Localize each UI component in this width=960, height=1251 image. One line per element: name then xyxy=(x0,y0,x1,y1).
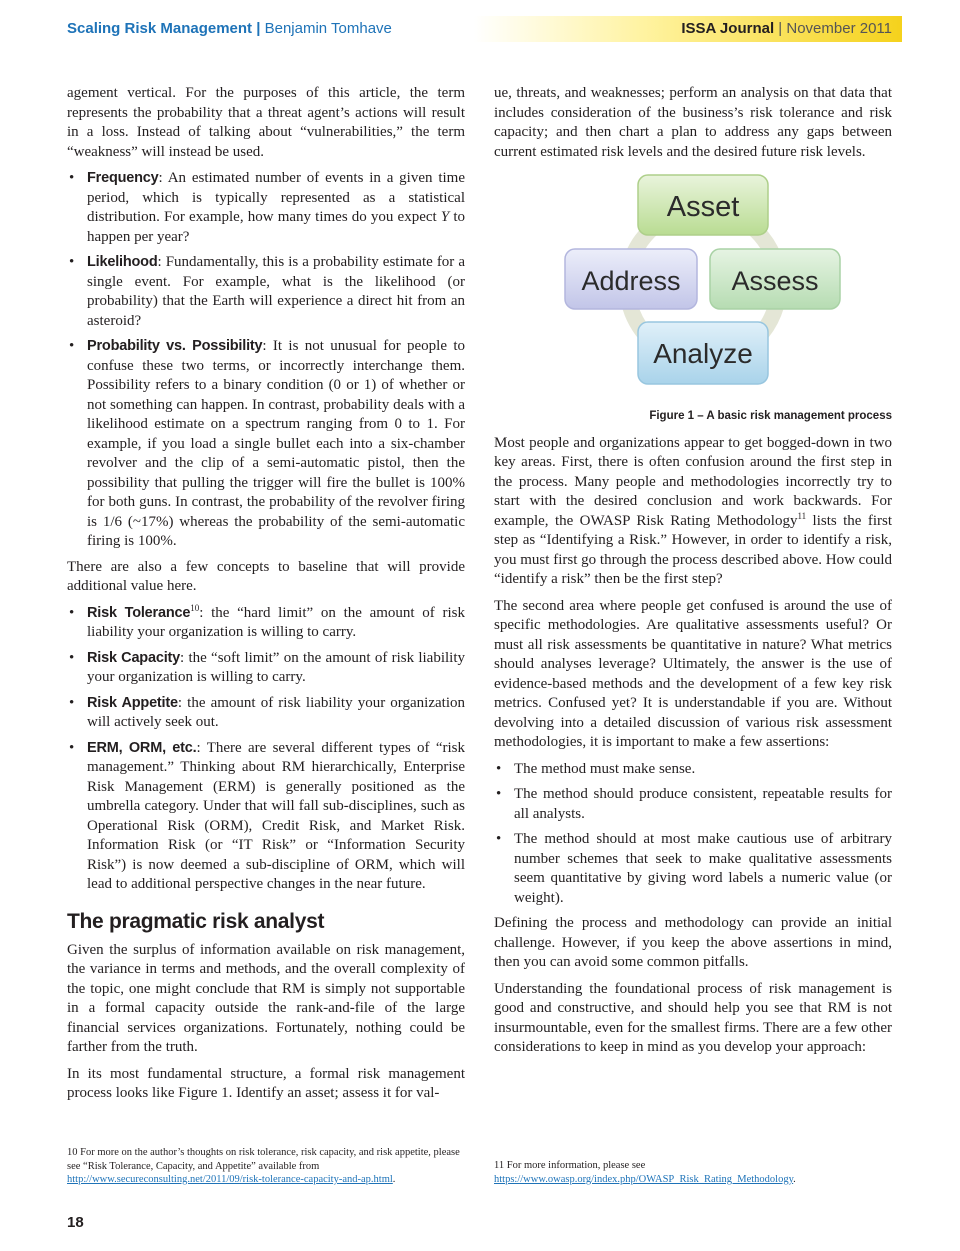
node-address xyxy=(565,249,697,309)
paragraph-given: Given the surplus of information available on risk management, the variance in terms and methods, and the overall complexity of the topic, one might conclude that RM is simply not supportable in a formal capacity outside the rank-and-file of the large financial services organizations. Fortunately, nothing could be farther from the truth. xyxy=(67,941,465,1055)
footnote-link[interactable]: https://www.owasp.org/index.php/OWASP_Risk_Rating_Methodology xyxy=(494,1173,794,1185)
node-assess xyxy=(710,249,840,309)
concepts-list xyxy=(67,604,465,895)
journal-name: ISSA Journal xyxy=(681,20,775,37)
list-item: • Likelihood: Fundamentally, this is a probability estimate for a single event. For example, what is the likelihood (or probability) that the Earth will experience a direct hit from an asteroid? xyxy=(67,253,465,331)
list-item: • The method must make sense. xyxy=(494,760,892,780)
definitions-list xyxy=(67,169,465,552)
list-item: • Risk Capacity: the “soft limit” on the amount of risk liability your organization is willing to carry. xyxy=(67,649,465,688)
paragraph-understanding: Understanding the foundational process of risk management is good and constructive, and should help you see that RM is not insurmountable, even for the smallest firms. There are a few other considerations to keep in mind as you develop your approach: xyxy=(494,980,892,1055)
header-separator: | xyxy=(256,20,261,37)
paragraph-concepts: There are also a few concepts to baseline that will provide additional value here. xyxy=(67,558,465,594)
node-asset xyxy=(638,175,768,235)
list-item: • Frequency: An estimated number of events in a given time period, which is typically represented as a statistical distribution. For example, how many times do you expect Y to happen per year? xyxy=(67,169,465,247)
list-item: • ERM, ORM, etc.: There are several different types of “risk management.” Thinking about RM hierarchically, Enterprise Risk Management (ERM) is generally positioned as the umbrella category. Under that will fall sub-disciplines, such as Operational Risk (ORM), Credit Risk, and Market Risk. Information Risk (or “IT Risk” or “Information Security Risk”) is now deemed a sub-discipline of ORM, which will lead to additional perspective changes in the near future. xyxy=(67,739,465,895)
label-address: Address xyxy=(581,266,681,296)
article-title: Scaling Risk Management xyxy=(67,20,253,37)
footnote-ref[interactable]: 11 xyxy=(797,510,807,521)
list-item: • Risk Appetite: the amount of risk liability your organization will actively seek out. xyxy=(67,694,465,733)
right-column xyxy=(494,84,892,1065)
assertions-list xyxy=(494,760,892,909)
list-item: • Probability vs. Possibility: It is not unusual for people to confuse these two terms, or incorrectly interchange them. Possibility refers to a binary condition (0 or 1) of whether or not something can happen. In contrast, probability deals with a likelihood estimate on a spectrum ranging from 0 to 1. For example, if you load a single bullet each into a six-chamber revolver and the clip of a semi-automatic pistol, then the possibility that pulling the trigger will fire the bullet is 100% for both guns. In contrast, the probability of the revolver firing is 1/6 (~17%) whereas the probability of the semi-automatic firing is 100%. xyxy=(67,337,465,552)
paragraph-continued: ue, threats, and weaknesses; perform an analysis on that data that includes consideration of the business’s risk tolerance and risk capacity; and then chart a plan to address any gaps between current estimated risk levels and the desired future risk levels. xyxy=(494,85,892,160)
section-heading: The pragmatic risk analyst xyxy=(67,909,325,933)
article-author: Benjamin Tomhave xyxy=(264,20,392,37)
figure-risk-process xyxy=(494,169,892,401)
footnote-10: 10 For more on the author’s thoughts on risk tolerance, risk capacity, and risk appetite, please see “Risk Tolerance, Capacity, and Appetite” available from http://www.secureconsulting.net/2011/09/risk-tolerance-capacity-and-ap.html. xyxy=(67,1147,460,1185)
footnote-ref[interactable]: 10 xyxy=(190,602,200,613)
left-column xyxy=(67,84,465,1111)
node-analyze xyxy=(638,322,768,384)
footnote-number: 11 xyxy=(494,1160,505,1171)
footnote-link[interactable]: http://www.secureconsulting.net/2011/09/risk-tolerance-capacity-and-ap.html xyxy=(67,1174,393,1185)
running-header-left xyxy=(67,20,392,37)
label-analyze: Analyze xyxy=(653,338,753,369)
footnote-11: 11 For more information, please see https://www.owasp.org/index.php/OWASP_Risk_Rating_Methodology. xyxy=(494,1160,796,1185)
paragraph-defining: Defining the process and methodology can provide an initial challenge. However, if you keep the above assertions in mind, then you can avoid some common pitfalls. xyxy=(494,915,892,970)
paragraph-second: The second area where people get confused is around the use of specific methodologies. Are qualitative assessments useful? Or must all risk assessments be quantitative in nature? What metrics should analyses leverage? Ultimately, the answer is the use of evidence-based methods and the development of a few key risk metrics. Confused yet? It is understandable if you are. Without devolving into a detailed discussion of various risk assessment methodologies, it is important to make a few assertions: xyxy=(494,597,892,750)
issue-date: November 2011 xyxy=(786,20,892,37)
running-header-right: ISSA Journal | November 2011 xyxy=(474,16,902,42)
figure-caption: Figure 1 – A basic risk management process xyxy=(649,410,892,422)
risk-cycle-diagram xyxy=(494,169,892,401)
paragraph-intro: agement vertical. For the purposes of this article, the term represents the probability that a threat agent’s actions will result in a loss. Instead of talking about “vulnerabilities,” the term “weakness” will instead be used. xyxy=(67,85,465,160)
paragraph-most: Most people and organizations appear to get bogged-down in two key areas. First, there is often confusion around the first step in the process. Many people and methodologies incorrectly try to start with the desired conclusion and work backwards. For example, the OWASP Risk Rating Methodology$^{11}$ lists the first step as “Identifying a Risk.” However, in order to identify a risk, you must first go through the process described above. How could “identify a risk” then be the first step? xyxy=(494,434,892,587)
footnote-number: 10 xyxy=(67,1147,78,1158)
page-number: 18 xyxy=(67,1214,84,1231)
label-assess: Assess xyxy=(731,266,819,296)
list-item: • The method should produce consistent, repeatable results for all analysts. xyxy=(494,785,892,824)
label-asset: Asset xyxy=(666,191,740,223)
list-item: • Risk Tolerance$^{10}$: the “hard limit” on the amount of risk liability your organization is willing to carry. xyxy=(67,604,465,643)
list-item: • The method should at most make cautious use of arbitrary number schemes that seek to make qualitative assessments seem quantitative by giving word labels a numeric value (or weight). xyxy=(494,830,892,908)
paragraph-structure: In its most fundamental structure, a formal risk management process looks like Figure 1. Identify an asset; assess it for val- xyxy=(67,1065,465,1101)
